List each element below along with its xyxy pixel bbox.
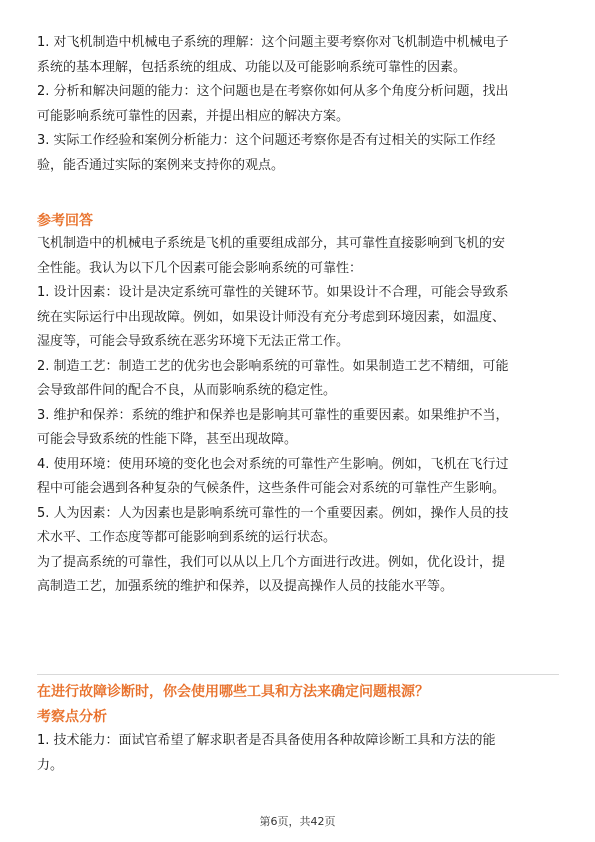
- intro-point-3: 3. 实际工作经验和案例分析能力：这个问题还考察你是否有过相关的实际工作经 验，能否通过实际的案例来支持你的观点。: [37, 133, 496, 173]
- answer-conclusion: 为了提高系统的可靠性，我们可以从以上几个方面进行改进。例如，优化设计，提 高制造工艺，加强系统的维护和保养，以及提高操作人员的技能水平等。: [37, 554, 506, 594]
- answer-item-design: 1. 设计因素：设计是决定系统可靠性的关键环节。如果设计不合理，可能会导致系 统在实际运行中出现故障。例如，如果设计师没有充分考虑到环境因素，如温度、 湿度等，可能会导致系统在恶劣环境下无法正常工作。: [37, 285, 509, 349]
- question-title: 在进行故障诊断时，你会使用哪些工具和方法来确定问题根源？: [37, 684, 429, 700]
- analysis-point-1: 1. 技术能力：面试官希望了解求职者是否具备使用各种故障诊断工具和方法的能 力。: [37, 733, 496, 773]
- answer-item-maintenance: 3. 维护和保养：系统的维护和保养也是影响其可靠性的重要因素。如果维护不当， 可能会导致系统的性能下降，甚至出现故障。: [37, 407, 509, 447]
- reference-answer-section: [37, 210, 559, 600]
- answer-item-human: 5. 人为因素：人为因素也是影响系统可靠性的一个重要因素。例如，操作人员的技 术水平、工作态度等都可能影响到系统的运行状态。: [37, 505, 509, 545]
- next-question-section: [37, 681, 559, 778]
- reference-answer-intro: 飞机制造中的机械电子系统是飞机的重要组成部分，其可靠性直接影响到飞机的安 全性能。我认为以下几个因素可能会影响系统的可靠性：: [37, 236, 506, 276]
- section-divider: [37, 674, 559, 675]
- page-footer: 第6页，共42页: [259, 815, 336, 828]
- analysis-heading: 考察点分析: [37, 709, 107, 725]
- intro-point-1: 1. 对飞机制造中机械电子系统的理解：这个问题主要考察你对飞机制造中机械电子 系统的基本理解，包括系统的组成、功能以及可能影响系统可靠性的因素。: [37, 35, 509, 75]
- intro-point-2: 2. 分析和解决问题的能力：这个问题也是在考察你如何从多个角度分析问题，找出 可能影响系统可靠性的因素，并提出相应的解决方案。: [37, 84, 509, 124]
- answer-item-manufacturing: 2. 制造工艺：制造工艺的优劣也会影响系统的可靠性。如果制造工艺不精细，可能 会导致部件间的配合不良，从而影响系统的稳定性。: [37, 358, 509, 398]
- intro-points: [37, 31, 559, 178]
- answer-item-environment: 4. 使用环境：使用环境的变化也会对系统的可靠性产生影响。例如，飞机在飞行过 程中可能会遇到各种复杂的气候条件，这些条件可能会对系统的可靠性产生影响。: [37, 456, 509, 496]
- reference-answer-heading: 参考回答: [37, 213, 93, 229]
